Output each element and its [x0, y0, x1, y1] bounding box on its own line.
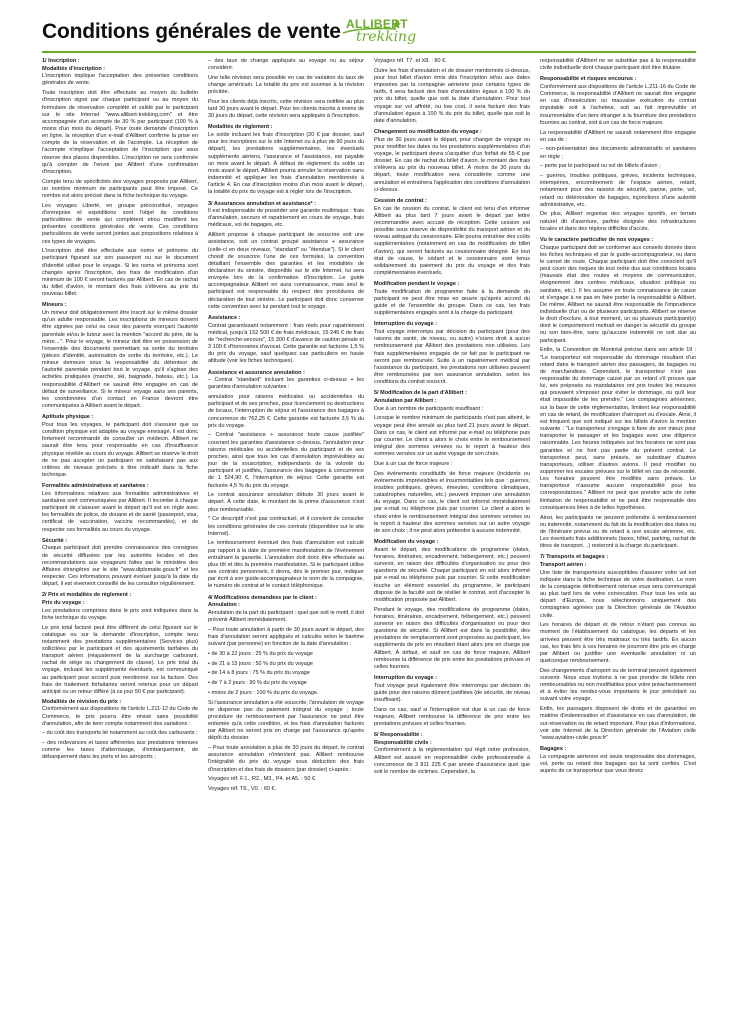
subsection-heading: Annulation par Allibert : [374, 397, 437, 404]
section-heading: Aptitude physique : [42, 414, 94, 421]
terms-columns [42, 58, 696, 1016]
section-heading: Modification pendant le voyage : [374, 281, 460, 288]
section-heading: 2/ Prix et modalités de règlement : [42, 592, 132, 599]
section-heading: Sécurité : [42, 537, 68, 544]
paragraph: Plus de 30 jours avant le départ, pour changer de voyage ou pour modifier les dates ou les prestations supplémentaires d'un voyage, le participant devra s'acquitter d'un forfait de 55 € par dossier. En cas de rachat du billet d'avion, le montant des frais s'élèvera au prix du nouveau billet. À moins de 30 jours du départ, toute modification sera considérée comme une annulation et entraînera l'application des conditions d'annulation ci-dessus. [374, 136, 530, 193]
allibert-logo [340, 16, 417, 50]
paragraph: – non-présentation des documents administratifs et sanitaires en règle ; [540, 146, 696, 160]
paragraph: Allibert propose à chaque participant de souscrire soit une assistance, soit un contrat groupé assistance + assurance (celle-ci en deux niveaux, "standard" ou "étendue"). Si le client choisit de souscrire l'une de ces formules, la convention détaillant l'ensemble des garanties et les modalités de déclaration du sinistre, disponible sur le site Internet, lui sera envoyée lors de la confirmation d'inscription. Le guide accompagnateur Allibert en aura connaissance, mais seul le participant est responsable du respect des procédures de déclaration de tout sinistre. Le participant doit donc conserver cette convention avec lui pendant tout le voyage. [208, 232, 364, 310]
paragraph: Des changements d'aéroport ou de terminal peuvent également survenir. Nous vous invitons à ne pas prendre de billets non remboursables ou non modifiables pour votre préacheminement et à éviter les rendez-vous importants le jour précédant ou suivant votre voyage. [540, 667, 696, 703]
section-heading: 7/ Transports et bagages : [540, 554, 609, 561]
paragraph: Chaque participant doit prendre connaissance des consignes de sécurité diffusées par les autorités locales et des recommandations aux voyageurs faites par le ministère des Affaires étrangères sur le site "www.diplomatie.gouv.fr" et les respecter. Ces informations pouvant évoluer jusqu'à la date du départ, il est vivement conseillé de les consulter régulièrement. [42, 545, 198, 588]
column-1 [42, 58, 198, 1016]
subsection-heading: Modalités d'inscription : [42, 65, 106, 72]
paragraph: Conformément aux dispositions de l'article L.211-12 du Code de Commerce, le prix pourra être révisé sans possibilité d'annulation, afin de tenir compte notamment des variations : [42, 706, 198, 727]
paragraph: Pour les clients déjà inscrits, cette révision sera notifiée au plus tard 30 jours avant le départ. Pour les clients inscrits à moins de 30 jours du départ, cette révision sera appliquée à l'inscription. [208, 98, 364, 120]
section-heading: Formalités administratives et sanitaires : [42, 483, 149, 490]
subsection-heading: Prix du voyage : [42, 599, 85, 606]
paragraph: Si l'assurance annulation a été souscrite, l'annulation de voyage ne dispense pas du paiement intégral du voyage ; toute procédure de remboursement par l'assurance ne peut être entamée qu'à cette condition, et les frais d'annulation facturés par Allibert ne seront pris en charge par l'assurance qu'après dépôt du dossier. [208, 699, 364, 742]
paragraph: Toute inscription doit être effectuée au moyen du bulletin d'inscription signé par chaque participant ou au moyen du formulaire de réservation complété et validé par le participant sur le site Internet "www.allibert-trekking.com" et être accompagnée d'un acompte de 30 % par participant (100 % à moins d'un mois du départ). Pour toute demande d'inscription en ligne, la réception d'un e-mail d'Allibert confirme la prise en compte de la réservation et de l'acompte. La réception de l'acompte n'implique l'acceptation de l'inscription que sous réserve des places disponibles. L'inscription ne sera confirmée qu'à compter de l'envoi par Allibert d'une confirmation d'inscription. [42, 90, 198, 175]
paragraph: • de 30 à 22 jours : 25 % du prix du voyage [208, 650, 313, 657]
paragraph: Lorsque le nombre minimum de participants n'est pas atteint, le voyage peut être annulé au plus tard 21 jours avant le départ. Dans ce cas, le client est informé par e-mail ou téléphone puis par courrier. Le client a alors le choix entre le remboursement intégral des sommes versées ou le report à hauteur des sommes versées sur un autre voyage de son choix. [374, 415, 530, 458]
paragraph: • de 21 à 15 jours : 50 % du prix du voyage [208, 660, 313, 667]
paragraph: Voyages réf. F.1., R2., M3., P4. et A5. : 50 €. [208, 776, 317, 783]
paragraph: Enfin, la Convention de Montréal précise dans son article 19 : "Le transporteur est responsable du dommage résultant d'un retard dans le transport aérien des passagers, de bagages ou de marchandises. Cependant, le transporteur n'est pas responsable du dommage causé par un retard s'il prouve que lui, ses préposés ou mandataires ont pris toutes les mesures qui pouvaient s'imposer pour éviter le dommage, ou qu'il leur était impossible de les prendre." Les compagnies aériennes, sur la base de cette réglementation, limitent leur responsabilité en cas de retard, de modification d'aéroport ou d'escale. Ainsi, il est fréquent que soit indiqué sur les billets d'avion la mention suivante : "Le transporteur s'engage à faire de son mieux pour transporter le passager et les bagages avec une diligence raisonnable. Les heures indiquées sur les horaires ne sont pas garanties et ne font pas partie du présent contrat. Le transporteur peut, sans préavis, se substituer d'autres transporteurs, utiliser d'autres avions. Il peut modifier ou supprimer les escales prévues sur le billet en cas de nécessité. Les horaires peuvent être modifiés sans préavis. Le transporteur n'assume aucune responsabilité pour les correspondances." Allibert ne peut que prendre acte de cette limitation de responsabilité et ne peut être responsable des conséquences liées à de telles hypothèses. [540, 347, 696, 511]
paragraph: La compagnie aérienne est seule responsable des dommages, vol, perte ou retard des bagages qui lui sont confiés. C'est auprès de ce transporteur que vous devez [540, 753, 696, 774]
section-heading: Vu le caractère particulier de nos voyages : [540, 236, 654, 243]
paragraph: • de 7 à 2 jours : 90 % du prix du voyage [208, 680, 307, 687]
paragraph: Le solde incluant les frais d'inscription (20 € par dossier, sauf pour les inscriptions sur le site Internet ou à plus de 90 jours du départ), les prestations supplémentaires, les éventuels suppléments aériens, l'assurance et l'assistance, est payable un mois avant le départ. À défaut de règlement du solde un mois avant le départ, Allibert pourra annuler la réservation sans indemnité et appliquer les frais d'annulation mentionnés à l'article 4. En cas d'inscription moins d'un mois avant le départ, la totalité du prix du voyage est à régler lors de l'inscription. [208, 132, 364, 196]
paragraph: L'inscription doit être effectuée aux noms et prénoms du participant figurant sur son passeport ou sur le document d'identité utilisé pour le voyage. Si les noms et prénoms sont changés après l'inscription, des frais de modification d'un minimum de 100 € seront facturés par Allibert. En cas de rachat du billet d'avion, le montant des frais s'élèvera au prix du nouveau billet. [42, 248, 198, 298]
paragraph: Le contrat assurance annulation débute 30 jours avant le départ. À cette date, le montant de la prime d'assurance n'est plus remboursable. [208, 492, 364, 513]
page-title: Conditions générales de vente [42, 20, 341, 43]
section-heading: Changement ou modification du voyage : [374, 129, 482, 135]
paragraph: Les prestations comprises dans le prix sont indiquées dans la fiche technique du voyage. [42, 607, 198, 621]
paragraph: – Contrat "assistance + assurance toute cause justifiée" couvrant les garanties d'assistance ci-dessus, l'annulation pour raisons médicales ou accidentelles du participant et de ses proches, ainsi que tous les cas d'annulation imprévisibles au jour de la souscription, indépendants de la volonté du participant et justifiés, l'assurance des bagages à concurrence de 1 524,90 €, l'interruption de séjour. Cette garantie est facturée 4,5 % du prix du voyage. [208, 432, 364, 489]
paragraph: – Contrat "standard" incluant les garanties ci-dessus + les garanties d'annulation suivantes : [208, 377, 364, 391]
subsection-heading: Transport aérien : [540, 561, 587, 568]
paragraph: – Pour toute annulation à partir de 30 jours avant le départ, des frais d'annulation seront appliqués et calculés selon le barème suivant (par personne) en fonction de la date d'annulation : [208, 626, 364, 648]
document-header [42, 16, 696, 50]
paragraph: De plus, Allibert organise des voyages sportifs, en terrain naturel dit d'aventure, parfois éloignés des infrastructures locales et dans des régions difficiles d'accès. [540, 211, 696, 232]
paragraph: La responsabilité d'Allibert ne saurait notamment être engagée en cas de : [540, 129, 696, 143]
paragraph: – perte par le participant ou vol de billets d'avion ; [540, 163, 661, 170]
section-heading: Responsabilité et risques encourus : [540, 76, 637, 83]
paragraph: Pour tous les voyages, le participant doit s'assurer que sa condition physique est adaptée au voyage envisagé, il est donc fortement recommandé de consulter un médecin. Allibert ne saurait être tenu pour responsable en cas d'insuffisance physique révélée au cours du voyage. Allibert se réserve le droit de ne pas accepter un participant ne satisfaisant pas aux critères de niveaux précisés à titre indicatif dans la fiche technique. [42, 421, 198, 478]
section-heading: Bagages : [540, 746, 567, 752]
paragraph: Voyages réf. T6., V0. : 60 €. [208, 786, 277, 793]
paragraph: Outre les frais d'annulation et de dossier mentionnés ci-dessus, pour tout billet d'avion émis dès l'inscription et/ou aux dates imposées par la compagnie aérienne pour certains types de tarifs, il sera facturé des frais d'annulation égaux à 100 % du prix du billet, quelle que soit la date d'annulation. Pour tout voyage sur vol affrété, ou low cost, il sera facturé des frais d'annulation égaux à 100 % du prix du billet, quelle que soit la date d'annulation. [374, 67, 530, 124]
section-heading: 5/ Modification de la part d'Allibert : [374, 390, 467, 397]
paragraph: Une liste de transporteurs susceptibles d'assurer votre vol est indiquée dans la fiche technique de votre destination. Le nom de la compagnie définitivement retenue vous sera communiqué au plus tard lors de votre convocation. Pour tous les vols au départ d'Europe, nous sélectionnons uniquement des compagnies agréées par la Direction générale de l'Aviation civile. [540, 569, 696, 619]
paragraph: Tout voyage interrompu par décision du participant (pour des raisons de santé, de niveau, ou autre) n'ouvre droit à aucun remboursement par Allibert des prestations non utilisées. Les frais supplémentaires engagés de ce fait par le participant ne seront pas remboursés. Suite à un rapatriement médical par l'assistance du participant, les prestations non utilisées peuvent être remboursées par son assurance annulation, selon les conditions du contrat souscrit. [374, 329, 530, 386]
paragraph: • moins de 2 jours : 100 % du prix du voyage. [208, 689, 319, 696]
subsection-heading: Annulation : [208, 602, 241, 609]
section-heading: 4/ Modifications demandées par le client : [208, 594, 317, 601]
paragraph: Le remboursement éventuel des frais d'annulation est calculé par rapport à la date de première manifestation de l'événement entraînant la garantie. L'annulation doit donc être effectuée au plus tôt et dès la première manifestation. Si le participant utilise ses contrats personnels, il devra, dès le premier jour, indiquer par écrit à son guide-accompagnateur le nom de la compagnie, le numéro de contrat et le contact téléphonique. [208, 540, 364, 590]
section-heading: Mineurs : [42, 302, 67, 309]
paragraph: Les horaires de départ et de retour n'étant pas connus au moment de l'établissement du catalogue, les départs et les arrivées peuvent être très matinaux ou très tardifs. En aucun cas, les frais liés à ces horaires ne pourront être pris en charge par Allibert ou justifier une éventuelle annulation ni un quelconque remboursement. [540, 622, 696, 665]
paragraph: Tout voyage peut également être interrompu par décision du guide pour des raisons dûment justifiées (de sécurité, de niveau insuffisant). [374, 682, 530, 703]
paragraph: L'inscription implique l'acceptation des présentes conditions générales de vente. [42, 73, 198, 87]
paragraph: Des événements constitutifs de force majeure (incidents ou événements imprévisibles et insurmontables tels que : guerres, troubles politiques, grèves, émeutes, conditions climatiques, catastrophes naturelles, etc.) peuvent imposer une annulation du voyage. Dans ce cas, le client est informé immédiatement par e-mail ou téléphone puis par courrier. Le client a alors le choix entre le remboursement intégral des sommes versées ou le report à hauteur des sommes versées sur un autre voyage de son choix ; il ne peut alors prétendre à aucune indemnité. [374, 470, 530, 534]
column-2 [208, 58, 364, 1016]
section-heading: Cession de contrat : [374, 197, 427, 204]
logo-wordmark: ALLIBERT [346, 17, 408, 31]
paragraph: Enfin, les passagers disposent de droits et de garanties en matière d'indemnisation et d'assistance en cas d'annulation, de sur-réservation ou de retard important. Pour plus d'informations, voir site Internet de la Direction générale de l'Aviation civile "www.aviation-civile.gouv.fr" [540, 706, 696, 741]
paragraph: – des taux de change appliqués au voyage ou au séjour considéré. [208, 58, 364, 72]
section-heading: Interruption du voyage : [374, 321, 437, 328]
subsection-heading: Modalités de révision du prix : [42, 698, 122, 705]
paragraph: Pendant le voyage, des modifications de programme (dates, horaires, itinéraires, encadrement, hébergement, etc.) peuvent survenir en raison des difficultés d'organisation ou pour des questions de sécurité. Si Allibert est dans la possibilité, des prestations de remplacement sont proposées au participant, les suppléments de prix en résultant étant alors pris en charge par Allibert. À défaut, et sauf en cas de force majeure, Allibert rembourse la différence de prix entre les prestations prévues et celles fournies. [374, 606, 530, 670]
subsection-heading: Responsabilité civile : [374, 739, 432, 746]
paragraph: Voyages réf. T7. et X8. : 80 €. [374, 58, 447, 64]
paragraph: Un mineur doit obligatoirement être inscrit sur le même dossier qu'un adulte responsable. Les inscriptions de mineurs doivent être signées par celui ou ceux des parents exerçant l'autorité parentale et/ou le tuteur avec la mention "accord du père, de la mère…". Pour le voyage, le mineur doit être en possession de l'ensemble des documents permettant sa sortie du territoire (pièces d'identité, autorisation de sortie du territoire, etc.). Le mineur demeure sous la responsabilité du détenteur de l'autorité parentale pendant tout le voyage, qu'il s'agisse des activités pratiquées (marche, ski, baignade, bateau, etc.). La responsabilité d'Allibert ne saurait être engagée en cas de défaut de surveillance. Si le mineur voyage sans ses parents, les coordonnées d'un contact en France devront être communiquées à Allibert avant le départ. [42, 310, 198, 410]
paragraph: Toute modification de programme faite à la demande du participant ne peut être mise en œuvre qu'après accord du guide et de l'ensemble du groupe. Dans ce cas, les frais supplémentaires engagés sont à la charge du participant. [374, 288, 530, 317]
section-heading: 1/ Inscription : [42, 58, 80, 64]
paragraph: • de 14 à 8 jours : 75 % du prix du voyage [208, 670, 310, 677]
section-heading: Assistance : [208, 314, 241, 321]
paragraph: Le prix total facturé peut être différent de celui figurant sur le catalogue ou sur la demande d'inscription, compte tenu notamment des prestations supplémentaires (Services plus) sollicitées par le participant et des ajustements tarifaires du transport aérien (réajustement de la surcharge carburant, rachat de siège ou changement de classe). Le prix total du voyage, incluant les suppléments éventuels, est communiqué au participant pour accord puis mentionné sur la facture. Des frais de traitement forfaitaires seront retenus pour un départ anticipé ou un retour différé (à ce jour 50 € par participant). [42, 624, 198, 695]
column-4 [540, 58, 696, 1016]
paragraph: Contrat garantissant notamment : frais réels pour rapatriement médical, jusqu'à 152 500 € de frais médicaux, 15 245 € de frais de "recherche-secours", 15 300 € d'avance de caution pénale et 3 100 € d'honoraires d'avocat. Cette garantie est facturée 1,5 % du prix du voyage, sauf quelques cas particuliers en haute altitude (voir les fiches techniques). [208, 322, 364, 365]
paragraph: Avant le départ, des modifications de programme (dates, horaires, itinéraires, encadrement, hébergement, etc.) peuvent survenir, en raison des difficultés d'organisation ou pour des questions de sécurité. Chaque participant en est alors informé par e-mail ou téléphone puis par courrier. Si cette modification touche un élément essentiel du programme, le participant dispose de la faculté soit de résilier le contrat, soit d'accepter la modification proposée par Allibert. [374, 546, 530, 603]
paragraph: Due à un nombre de participants insuffisant : [374, 405, 484, 412]
paragraph: Il est indispensable de posséder une garantie multirisque : frais d'annulation, secours et rapatriement en cours de voyage, frais médicaux, vol de bagages, etc. [208, 208, 364, 229]
paragraph: En cas de cession du contrat, le client est tenu d'en informer Allibert au plus tard 7 jours avant le départ par lettre recommandée avec accusé de réception. Cette cession est possible sous réserve de disponibilité du transport aérien et du niveau adéquat du cessionnaire. Elle pourra entraîner des coûts supplémentaires (notamment en cas de modification de billet d'avion), qui seront facturés au cessionnaire désigné. En tout état de cause, le cédant et le cessionnaire sont tenus solidairement du paiement du prix du voyage et des frais complémentaires éventuels. [374, 205, 530, 276]
paragraph: – guerres, troubles politiques, grèves, incidents techniques, intempéries, encombrement de l'espace aérien, retard, notamment pour des raisons de sécurité, panne, perte, vol, retard ou détérioration de bagages, injonctions d'une autorité administrative, etc. [540, 173, 696, 208]
paragraph: Conformément aux dispositions de l'article L.211-16 du Code de Commerce, la responsabilité d'Allibert ne saurait être engagée en cas d'inexécution ou mauvaise exécution du contrat imputable soit à l'acheteur, soit au fait imprévisible et insurmontable d'un tiers étranger à la fourniture des prestations fournies au contrat, soit à un cas de force majeure. [540, 83, 696, 126]
paragraph: Une telle révision sera possible en cas de variation du taux de change américain. La totalité du prix est soumise à la révision précitée. [208, 74, 364, 96]
paragraph: Compte tenu de spécificités des voyages proposés par Allibert, un nombre minimum de participants peut être imposé. Ce nombre est alors précisé dans la fiche technique du voyage. [42, 178, 198, 199]
section-heading: Interruption du voyage : [374, 674, 437, 681]
paragraph: annulation pour raisons médicales ou accidentelles du participant et de ses proches, pour licenciement ou destructions de locaux, l'interruption de séjour et l'assurance des bagages à concurrence de 762,25 €. Cette garantie est facturée 3,5 % du prix du voyage. [208, 394, 364, 429]
paragraph: Les voyages Liberté, en groupe préconstitué, voyages d'entreprise et expéditions sont l'objet de conditions particulières de vente qui complètent et/ou modifient les présentes conditions générales de vente. Ces conditions particulières de vente seront jointes aux propositions relatives à ces types de voyages. [42, 202, 198, 245]
section-heading: 6/ Responsabilité : [374, 732, 423, 739]
paragraph: * Ce descriptif n'est pas contractuel, et il convient de consulter les conditions générales de ces contrats (disponibles sur le site Internet). [208, 516, 364, 537]
paragraph: Les informations relatives aux formalités administratives et sanitaires sont communiquées par Allibert. Il incombe à chaque participant de s'assurer avant le départ qu'il est en règle avec les formalités de police, de douane et de santé (passeport, visa, certificat de vaccination, vaccins recommandés), et de respecter ces formalités au cours du voyage. [42, 490, 198, 533]
section-heading: Modification du voyage : [374, 539, 439, 546]
section-heading: Assistance et assurance annulation : [208, 369, 305, 376]
paragraph: Ainsi, les participants ne peuvent prétendre à remboursement ou indemnité, notamment du fait de la modification des dates ou de l'itinéraire prévus ou de retard à une escale aérienne, etc. Les éventuels frais additionnels (taxes, hôtel, parking, rachat de titres de transport…) resteront à la charge du participant. [540, 514, 696, 550]
paragraph: Dans ce cas, sauf si l'interruption est due à un cas de force majeure, Allibert rembourse la différence de prix entre les prestations prévues et celles fournies. [374, 706, 530, 727]
paragraph: – Pour toute annulation à plus de 30 jours du départ, le contrat assurance annulation n'intervient pas. Allibert rembourse l'intégralité du prix du voyage sous déduction des frais d'inscription et des frais de dossiers (par dossier) ci-après : [208, 745, 364, 773]
section-heading: 3/ Assurances annulation et assistance* : [208, 200, 317, 207]
logo-tagline: trekking [356, 29, 417, 45]
paragraph: Due à un cas de force majeure : [374, 460, 453, 467]
paragraph: – des redevances et taxes afférentes aux prestations retenues comme les taxes d'atterrissage, d'embarquement, de débarquement dans les ports et les aéroports ; [42, 740, 198, 761]
column-3 [374, 58, 530, 1016]
paragraph: responsabilité d'Allibert ne se substitue pas à la responsabilité civile individuelle dont chaque participant doit être titulaire. [540, 58, 696, 72]
paragraph: Conformément à la réglementation qui régit notre profession, Allibert est assuré en responsabilité civile professionnelle à concurrence de 3 811 225 € par année d'assurance quel que soit le nombre de victimes. Cependant, la [374, 747, 530, 775]
header-rule [42, 51, 696, 53]
paragraph: Chaque participant doit se conformer aux conseils donnés dans les fiches techniques et par le guide-accompagnateur, ou dans le carnet de route. Chaque participant doit être conscient qu'il peut courir des risques de tout ordre dus aux conditions locales (mauvais état des routes et moyens de communication, éloignement des centres médicaux, situation politique ou sanitaire, etc.). Il les assume en toute connaissance de cause et s'engage à ne pas en faire porter la responsabilité à Allibert. De même, Allibert ne saurait être responsable de l'imprudence individuelle d'un ou de plusieurs participants. Allibert se réserve le droit d'exclure, à tout moment, un ou plusieurs participant(s) dont le comportement mettrait en danger la sécurité du groupe ou son bien-être, sans qu'aucune indemnité ne soit due au participant. [540, 244, 696, 344]
paragraph: – du coût des transports lié notamment au coût des carburants ; [42, 730, 198, 737]
section-heading: Modalités de règlement : [208, 124, 273, 131]
paragraph: Annulation de la part du participant : quel que soit le motif, il doit prévenir Allibert immédiatement. [208, 609, 364, 623]
